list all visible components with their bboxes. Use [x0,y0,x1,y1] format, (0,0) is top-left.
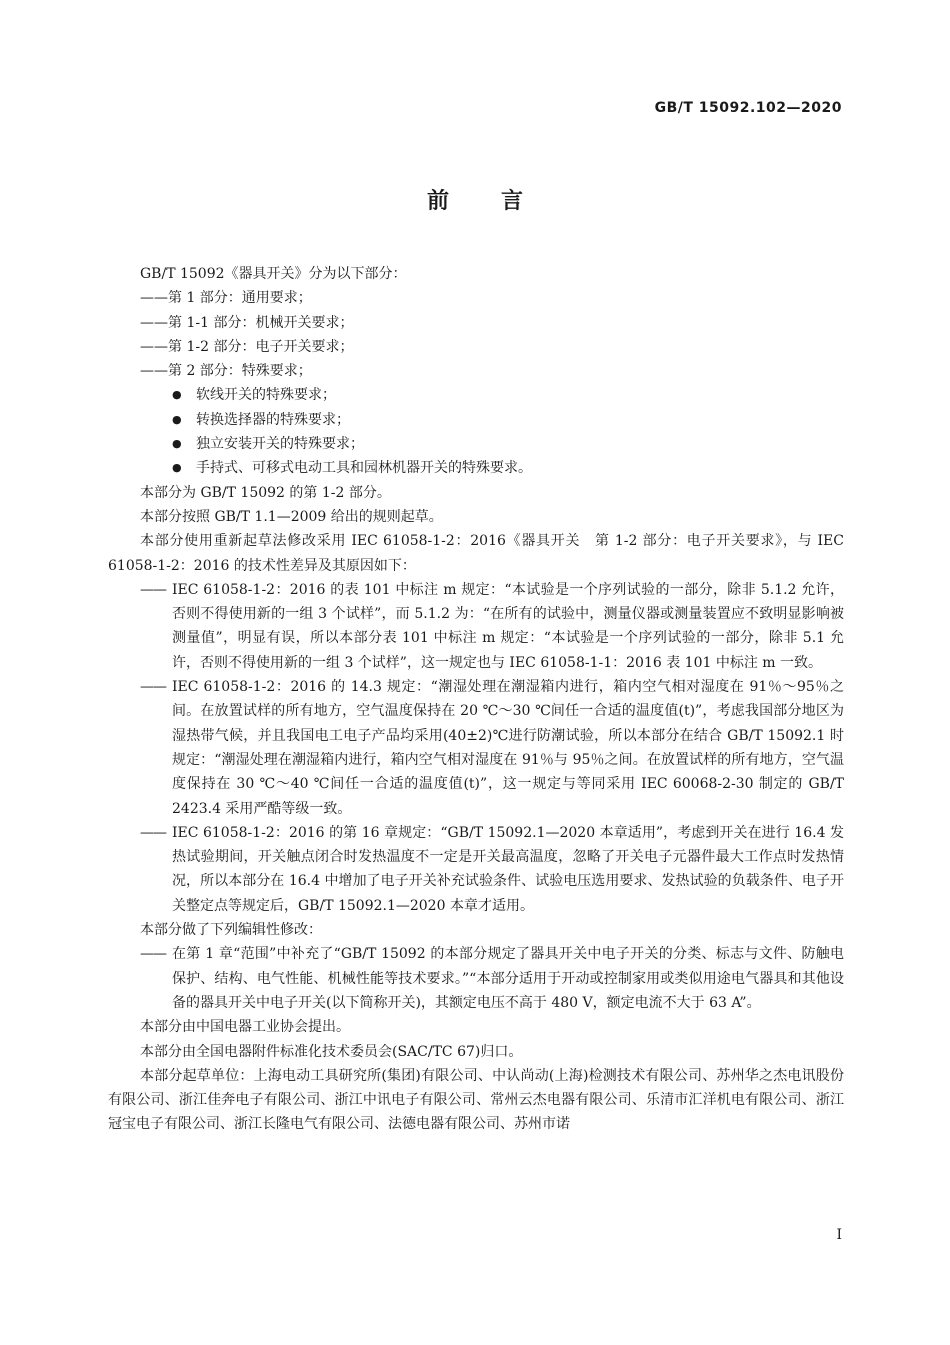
part-list-item [108,286,844,310]
bullet-item [108,408,844,432]
dash-mark: —— [140,581,166,598]
part-1-1-text: 第 1-1 部分：机械开关要求； [168,314,354,331]
part-1-text: 第 1 部分：通用要求； [168,290,312,307]
bullet-dot-icon: ● [172,388,182,402]
part-list-item [108,359,844,383]
edit-item-text: 在第 1 章“范围”中补充了“GB/T 15092 的本部分规定了器具开关中电子开关的分类、标志与文件、防触电保护、结构、电气性能、机械性能等技术要求。”“本部分适用于开动或控制家用或类似用途电气器具和其他设备的器具开关中电子开关(以下简称开关)，其额定电压不高于 480 V，额定电流不大于 63 A”。 [172,946,844,1011]
tech-diff-item [108,675,844,821]
bullet-item [108,432,844,456]
dash-mark: —— [140,946,166,963]
is-part-paragraph: 本部分为 GB/T 15092 的第 1-2 部分。 [140,484,391,501]
foreword-body [108,262,844,1137]
bullet-item [108,456,844,480]
intro-paragraph: GB/T 15092《器具开关》分为以下部分： [140,266,407,282]
part-list-item [108,311,844,335]
dash-mark: —— [140,338,168,355]
tech-diff-text: IEC 61058-1-2：2016 的 14.3 规定：“潮湿处理在潮湿箱内进行，箱内空气相对湿度在 91％～95％之间。在放置试样的所有地方，空气温度保持在 20 ℃～30 ℃间任一合适的温度值(t)”，考虑我国部分地区为湿热带气候，并且我国电工电子产品均采用(40±2)℃进行防潮试验，所以本部分在结合 GB/T 15092.1 时规定：“潮湿处理在潮湿箱内进行，箱内空气相对湿度在 91％与 95％之间。在放置试样的所有地方，空气温度保持在 30 ℃～40 ℃间任一合适的温度值(t)”，这一规定与等同采用 IEC 60068-2-30 制定的 GB/T 2423.4 采用严酷等级一致。 [172,679,844,817]
edit-item [108,942,844,1015]
part-2-text: 第 2 部分：特殊要求； [168,363,312,380]
part-list-item [108,335,844,359]
bullet-dot-icon: ● [172,461,182,475]
dash-mark: —— [140,314,168,331]
drafting-units-paragraph: 本部分起草单位：上海电动工具研究所(集团)有限公司、中认尚动(上海)检测技术有限公司、苏州华之杰电讯股份有限公司、浙江佳奔电子有限公司、浙江中讯电子有限公司、常州云杰电器有限公司、乐清市汇洋机电有限公司、浙江冠宝电子有限公司、浙江长隆电气有限公司、法德电器有限公司、苏州市诺 [108,1067,844,1133]
drafting-rules-paragraph: 本部分按照 GB/T 1.1—2009 给出的规则起草。 [140,508,443,525]
tech-diff-item [108,821,844,918]
bullet-item [108,383,844,407]
bullet-dot-icon: ● [172,412,182,426]
dash-mark: —— [140,679,166,696]
editorial-paragraph: 本部分做了下列编辑性修改： [140,922,322,939]
standard-code: GB/T 15092.102—2020 [654,100,842,116]
dash-mark: —— [140,363,168,380]
bullet-dot-icon: ● [172,437,182,451]
page-title: 前言 [426,189,575,214]
dash-mark: —— [140,290,168,307]
dash-mark: —— [140,824,166,841]
bullet-text: 转换选择器的特殊要求； [196,411,350,428]
page-number: I [836,1227,842,1243]
tech-diff-text: IEC 61058-1-2：2016 的表 101 中标注 m 规定：“本试验是一个序列试验的一部分，除非 5.1.2 允许，否则不得使用新的一组 3 个试样”，而 5.1.2 为：“在所有的试验中，测量仪器或测量装置应不致明显影响被测量值”，明显有误，所以本部分表 101 中标注 m 规定：“本试验是一个序列试验的一部分，除非 5.1 允许，否则不得使用新的一组 3 个试样”，这一规定也与 IEC 61058-1-1：2016 表 101 中标注 m 一致。 [172,581,844,671]
centralized-by-paragraph: 本部分由全国电器附件标准化技术委员会(SAC/TC 67)归口。 [140,1043,523,1060]
proposed-by-paragraph: 本部分由中国电器工业协会提出。 [140,1019,350,1036]
tech-diff-item [108,578,844,675]
adoption-paragraph: 本部分使用重新起草法修改采用 IEC 61058-1-2：2016《器具开关 第 1-2 部分：电子开关要求》，与 IEC 61058-1-2：2016 的技术性差异及其原因如下： [108,533,844,574]
tech-diff-text: IEC 61058-1-2：2016 的第 16 章规定：“GB/T 15092.1—2020 本章适用”，考虑到开关在进行 16.4 发热试验期间，开关触点闭合时发热温度不一定是开关最高温度，忽略了开关电子元器件最大工作点时发热情况，所以本部分在 16.4 中增加了电子开关补充试验条件、试验电压选用要求、发热试验的负载条件、电子开关整定点等规定后，GB/T 15092.1—2020 本章才适用。 [172,824,844,914]
bullet-text: 独立安装开关的特殊要求； [196,436,364,453]
part-1-2-text: 第 1-2 部分：电子开关要求； [168,338,354,355]
bullet-text: 软线开关的特殊要求； [196,387,336,404]
bullet-text: 手持式、可移式电动工具和园林机器开关的特殊要求。 [196,460,532,477]
